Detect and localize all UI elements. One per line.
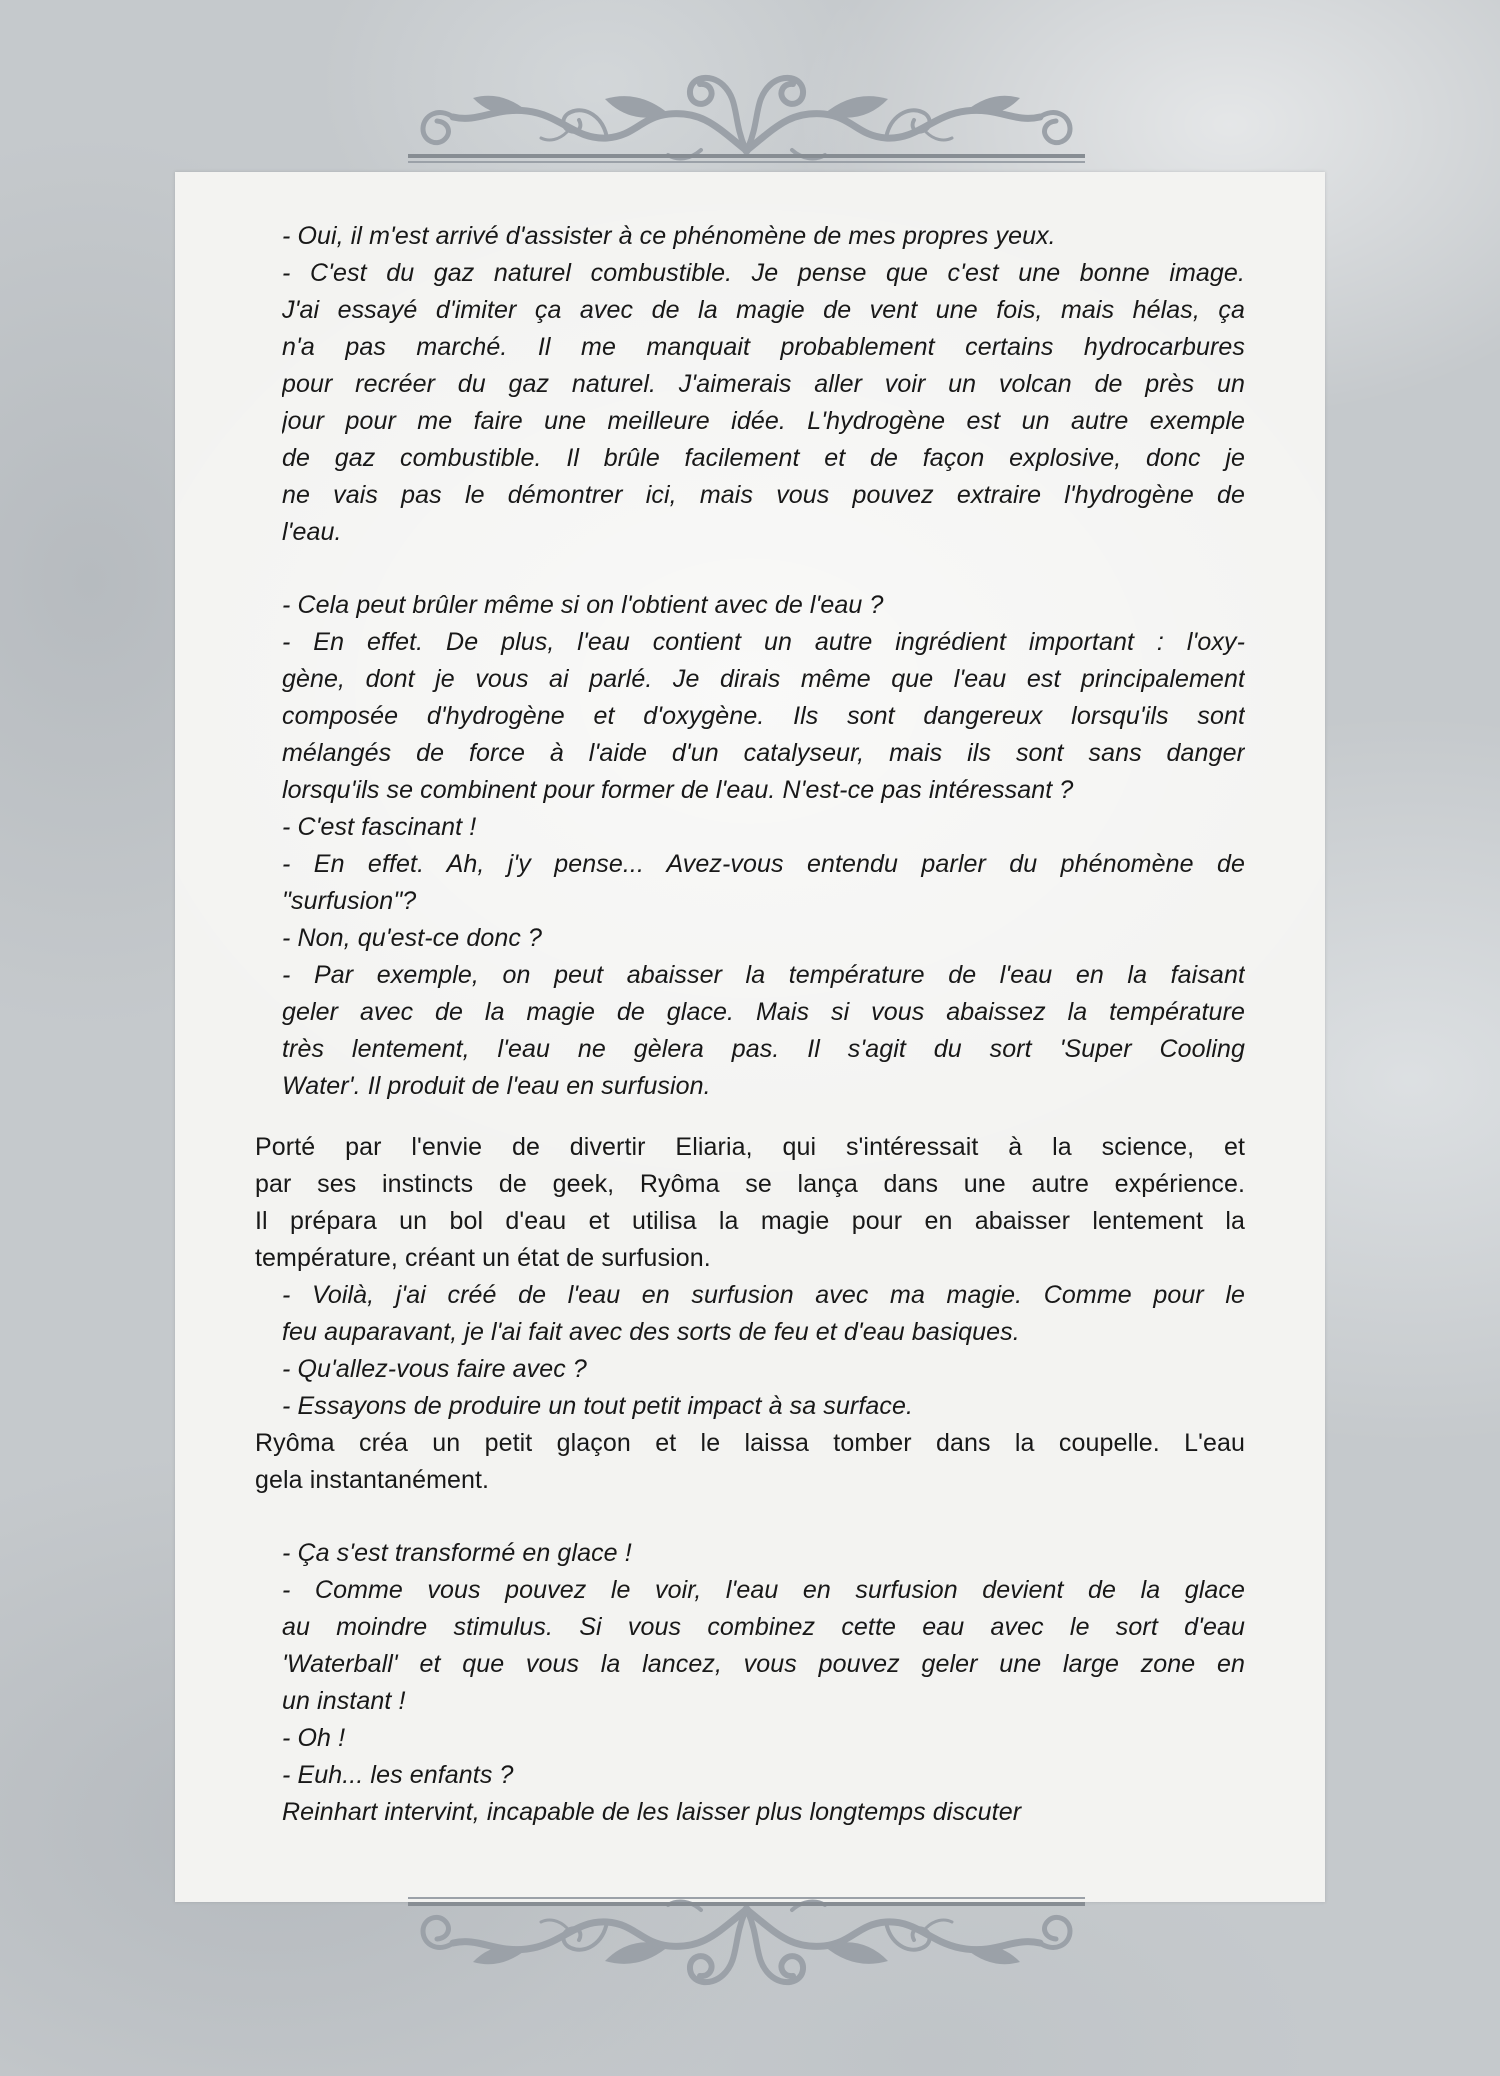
text-line: - Comme vous pouvez le voir, l'eau en surfusion devient de la glace (282, 1576, 1245, 1604)
dialogue-paragraph (255, 1794, 1245, 1831)
text-line: - Voilà, j'ai créé de l'eau en surfusion avec ma magie. Comme pour le (282, 1281, 1245, 1309)
dialogue-paragraph (255, 846, 1245, 920)
dialogue-paragraph (255, 587, 1245, 624)
text-line: - Par exemple, on peut abaisser la température de l'eau en la faisant (282, 961, 1245, 989)
dialogue-paragraph (255, 957, 1245, 1105)
text-line: très lentement, l'eau ne gèlera pas. Il s'agit du sort 'Super Cooling (282, 1035, 1245, 1063)
text-line: Water'. Il produit de l'eau en surfusion. (282, 1072, 711, 1100)
text-line: n'a pas marché. Il me manquait probablement certains hydrocarbures (282, 333, 1245, 361)
text-line: pour recréer du gaz naturel. J'aimerais aller voir un volcan de près un (282, 370, 1245, 398)
text-line: température, créant un état de surfusion. (255, 1244, 711, 1272)
bottom-flourish-ornament-icon (408, 1894, 1085, 1990)
text-line: - En effet. De plus, l'eau contient un autre ingrédient important : l'oxy- (282, 628, 1245, 656)
text-line: - Essayons de produire un tout petit impact à sa surface. (282, 1392, 914, 1420)
text-line: Ryôma créa un petit glaçon et le laissa tomber dans la coupelle. L'eau (255, 1429, 1245, 1457)
text-line: Porté par l'envie de divertir Eliaria, qui s'intéressait à la science, et (255, 1133, 1245, 1161)
text-line: 'Waterball' et que vous la lancez, vous pouvez geler une large zone en (282, 1650, 1245, 1678)
text-line: composée d'hydrogène et d'oxygène. Ils sont dangereux lorsqu'ils sont (282, 702, 1245, 730)
dialogue-paragraph (255, 624, 1245, 809)
dialogue-paragraph (255, 1388, 1245, 1425)
dialogue-paragraph (255, 1277, 1245, 1351)
dialogue-paragraph (255, 809, 1245, 846)
narration-paragraph (255, 1129, 1245, 1277)
text-line: J'ai essayé d'imiter ça avec de la magie de vent une fois, mais hélas, ça (282, 296, 1245, 324)
text-line: au moindre stimulus. Si vous combinez cette eau avec le sort d'eau (282, 1613, 1245, 1641)
text-line: - Non, qu'est-ce donc ? (282, 924, 542, 952)
dialogue-paragraph (255, 218, 1245, 255)
text-line: - Oui, il m'est arrivé d'assister à ce phénomène de mes propres yeux. (282, 222, 1056, 250)
text-line: ne vais pas le démontrer ici, mais vous pouvez extraire l'hydrogène de (282, 481, 1245, 509)
text-line: un instant ! (282, 1687, 406, 1715)
dialogue-paragraph (255, 920, 1245, 957)
text-line: - Cela peut brûler même si on l'obtient avec de l'eau ? (282, 591, 884, 619)
text-line: feu auparavant, je l'ai fait avec des sorts de feu et d'eau basiques. (282, 1318, 1020, 1346)
text-line: de gaz combustible. Il brûle facilement et de façon explosive, donc je (282, 444, 1245, 472)
text-line: "surfusion"? (282, 887, 417, 915)
text-line: - Oh ! (282, 1724, 346, 1752)
text-line: l'eau. (282, 518, 342, 546)
dialogue-paragraph (255, 255, 1245, 551)
text-line: geler avec de la magie de glace. Mais si vous abaissez la température (282, 998, 1245, 1026)
text-line: jour pour me faire une meilleure idée. L'hydrogène est un autre exemple (282, 407, 1245, 435)
page-panel (175, 172, 1325, 1902)
text-line: - En effet. Ah, j'y pense... Avez-vous entendu parler du phénomène de (282, 850, 1245, 878)
top-flourish-ornament-icon (408, 70, 1085, 166)
text-line: par ses instincts de geek, Ryôma se lança dans une autre expérience. (255, 1170, 1245, 1198)
text-line: - C'est fascinant ! (282, 813, 477, 841)
text-line: - C'est du gaz naturel combustible. Je pense que c'est une bonne image. (282, 259, 1245, 287)
text-line: Il prépara un bol d'eau et utilisa la magie pour en abaisser lentement la (255, 1207, 1245, 1235)
text-line: gela instantanément. (255, 1466, 490, 1494)
text-line: mélangés de force à l'aide d'un catalyseur, mais ils sont sans danger (282, 739, 1245, 767)
text-line: - Euh... les enfants ? (282, 1761, 514, 1789)
text-line: - Qu'allez-vous faire avec ? (282, 1355, 587, 1383)
dialogue-paragraph (255, 1720, 1245, 1757)
text-column (255, 218, 1245, 1831)
dialogue-paragraph (255, 1535, 1245, 1572)
text-line: lorsqu'ils se combinent pour former de l'eau. N'est-ce pas intéressant ? (282, 776, 1074, 804)
text-line: gène, dont je vous ai parlé. Je dirais même que l'eau est principalement (282, 665, 1245, 693)
narration-paragraph (255, 1425, 1245, 1499)
text-line: Reinhart intervint, incapable de les laisser plus longtemps discuter (282, 1798, 1022, 1826)
text-line: - Ça s'est transformé en glace ! (282, 1539, 632, 1567)
dialogue-paragraph (255, 1757, 1245, 1794)
dialogue-paragraph (255, 1351, 1245, 1388)
dialogue-paragraph (255, 1572, 1245, 1720)
